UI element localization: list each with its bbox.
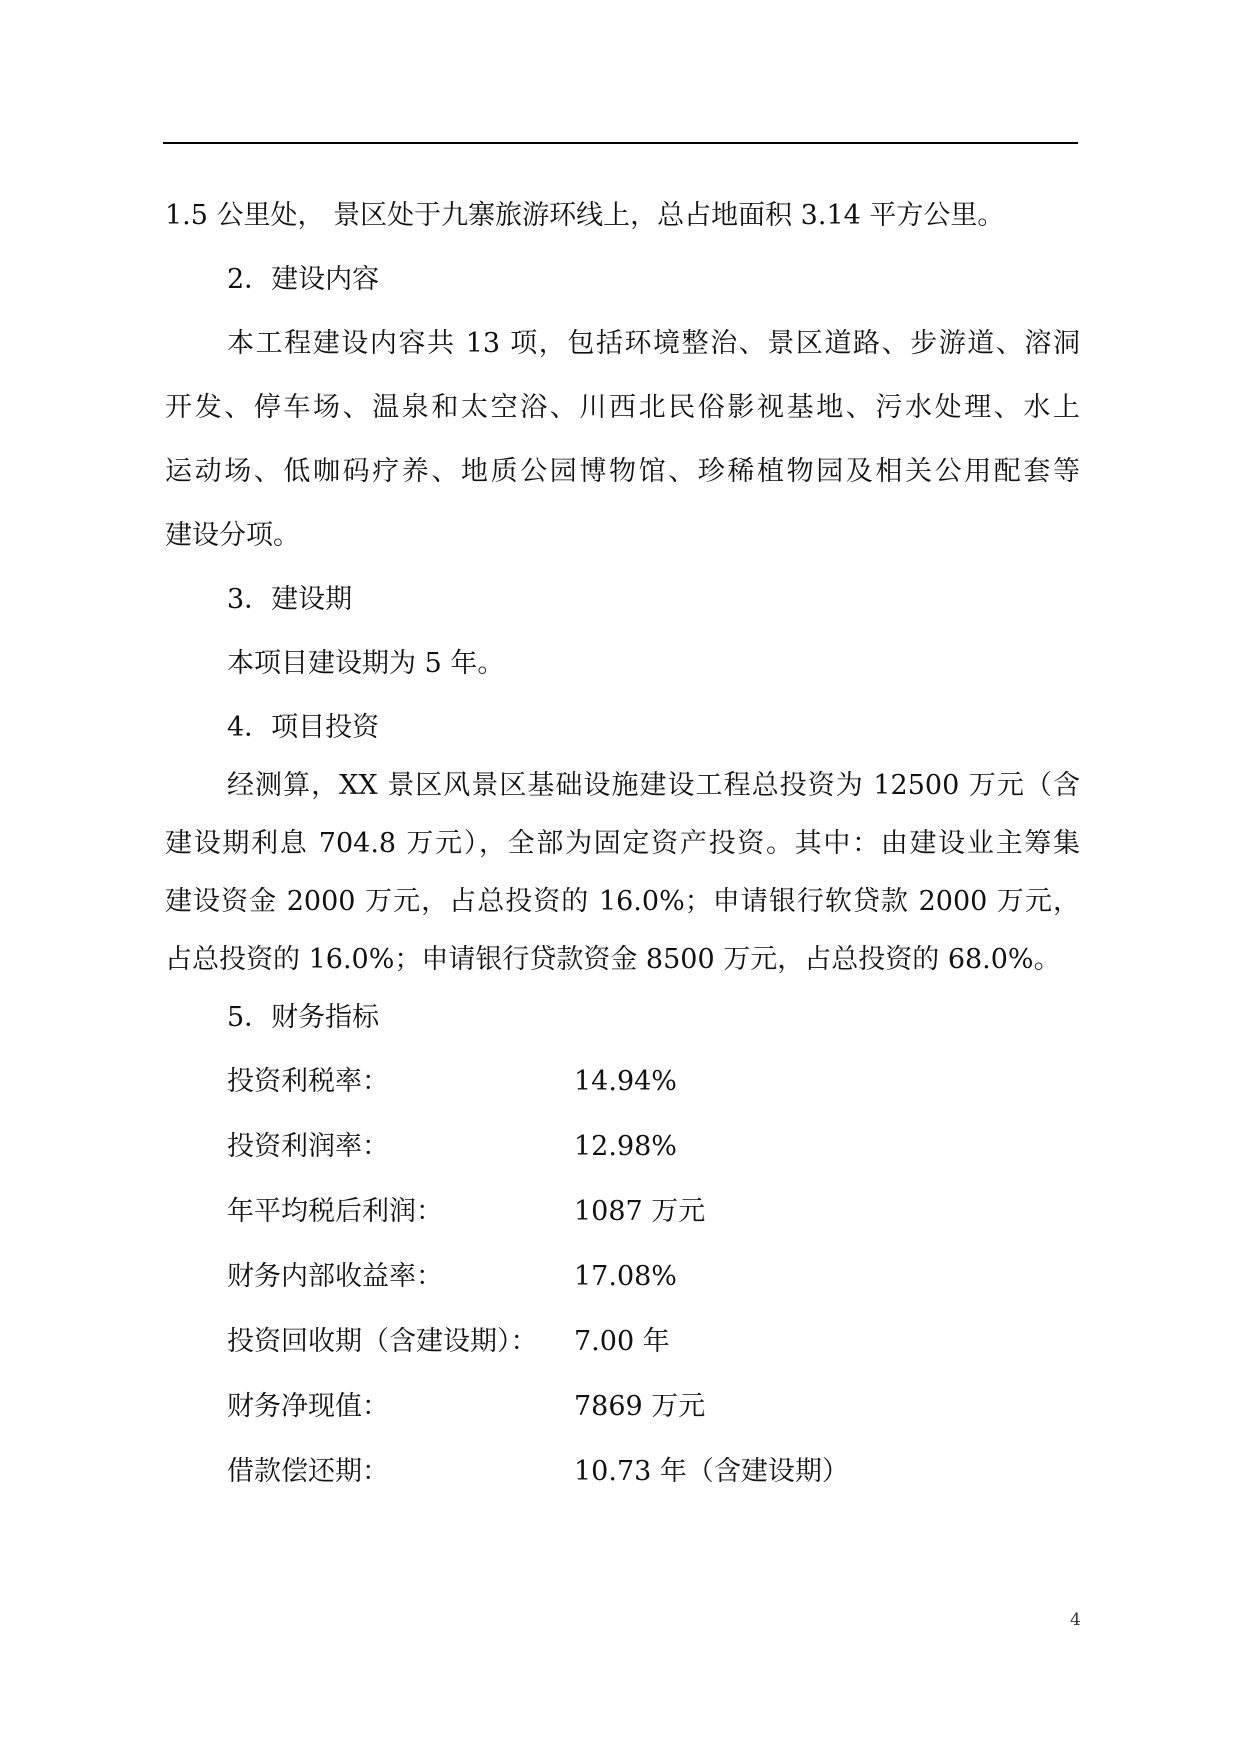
indicator-label: 借款偿还期： <box>227 1456 389 1487</box>
construction-period-text: 本项目建设期为 5 年。 <box>227 648 505 679</box>
content-line: 开发、停车场、温泉和太空浴、川西北民俗影视基地、污水处理、水上 <box>165 392 1080 423</box>
indicator-label: 投资回收期（含建设期）： <box>227 1326 538 1357</box>
indicator-row <box>165 1127 1080 1192</box>
page-number: 4 <box>1070 1610 1081 1630</box>
indicator-value: 7869 万元 <box>574 1391 706 1422</box>
indicator-list <box>165 1062 1080 1517</box>
investment-line: 占总投资的 16.0%；申请银行贷款资金 8500 万元，占总投资的 68.0%。 <box>165 944 1061 975</box>
indicator-label: 投资利润率： <box>227 1131 389 1162</box>
investment-line: 经测算，XX 景区风景区基础设施建设工程总投资为 12500 万元（含 <box>227 770 1080 801</box>
investment-line: 建设资金 2000 万元，占总投资的 16.0%；申请银行软贷款 2000 万元， <box>165 886 1080 917</box>
indicator-label: 财务内部收益率： <box>227 1261 443 1292</box>
indicator-value: 12.98% <box>574 1131 677 1162</box>
indicator-label: 财务净现值： <box>227 1391 389 1422</box>
indicator-label: 年平均税后利润： <box>227 1196 443 1227</box>
indicator-row <box>165 1322 1080 1387</box>
content-line: 建设分项。 <box>165 520 300 551</box>
content-line: 运动场、低咖码疗养、地质公园博物馆、珍稀植物园及相关公用配套等 <box>165 456 1080 487</box>
heading-project-investment: 4．项目投资 <box>227 712 380 743</box>
investment-line: 建设期利息 704.8 万元），全部为固定资产投资。其中：由建设业主筹集 <box>165 828 1080 859</box>
heading-construction-content: 2．建设内容 <box>227 264 380 295</box>
location-paragraph-tail: 1.5 公里处， 景区处于九寨旅游环线上，总占地面积 3.14 平方公里。 <box>165 200 1005 231</box>
indicator-value: 17.08% <box>574 1261 677 1292</box>
header-rule <box>163 142 1078 144</box>
heading-construction-period: 3．建设期 <box>227 584 353 615</box>
indicator-label: 投资利税率： <box>227 1066 389 1097</box>
indicator-row <box>165 1192 1080 1257</box>
indicator-value: 1087 万元 <box>574 1196 706 1227</box>
document-body <box>165 196 1080 1517</box>
indicator-row <box>165 1257 1080 1322</box>
heading-financial-indicators: 5．财务指标 <box>227 1002 380 1033</box>
indicator-row <box>165 1387 1080 1452</box>
indicator-value: 7.00 年 <box>574 1326 670 1357</box>
indicator-value: 14.94% <box>574 1066 677 1097</box>
indicator-row <box>165 1062 1080 1127</box>
indicator-value: 10.73 年（含建设期） <box>574 1456 849 1487</box>
content-line: 本工程建设内容共 13 项，包括环境整治、景区道路、步游道、溶洞 <box>227 328 1080 359</box>
indicator-row <box>165 1452 1080 1517</box>
